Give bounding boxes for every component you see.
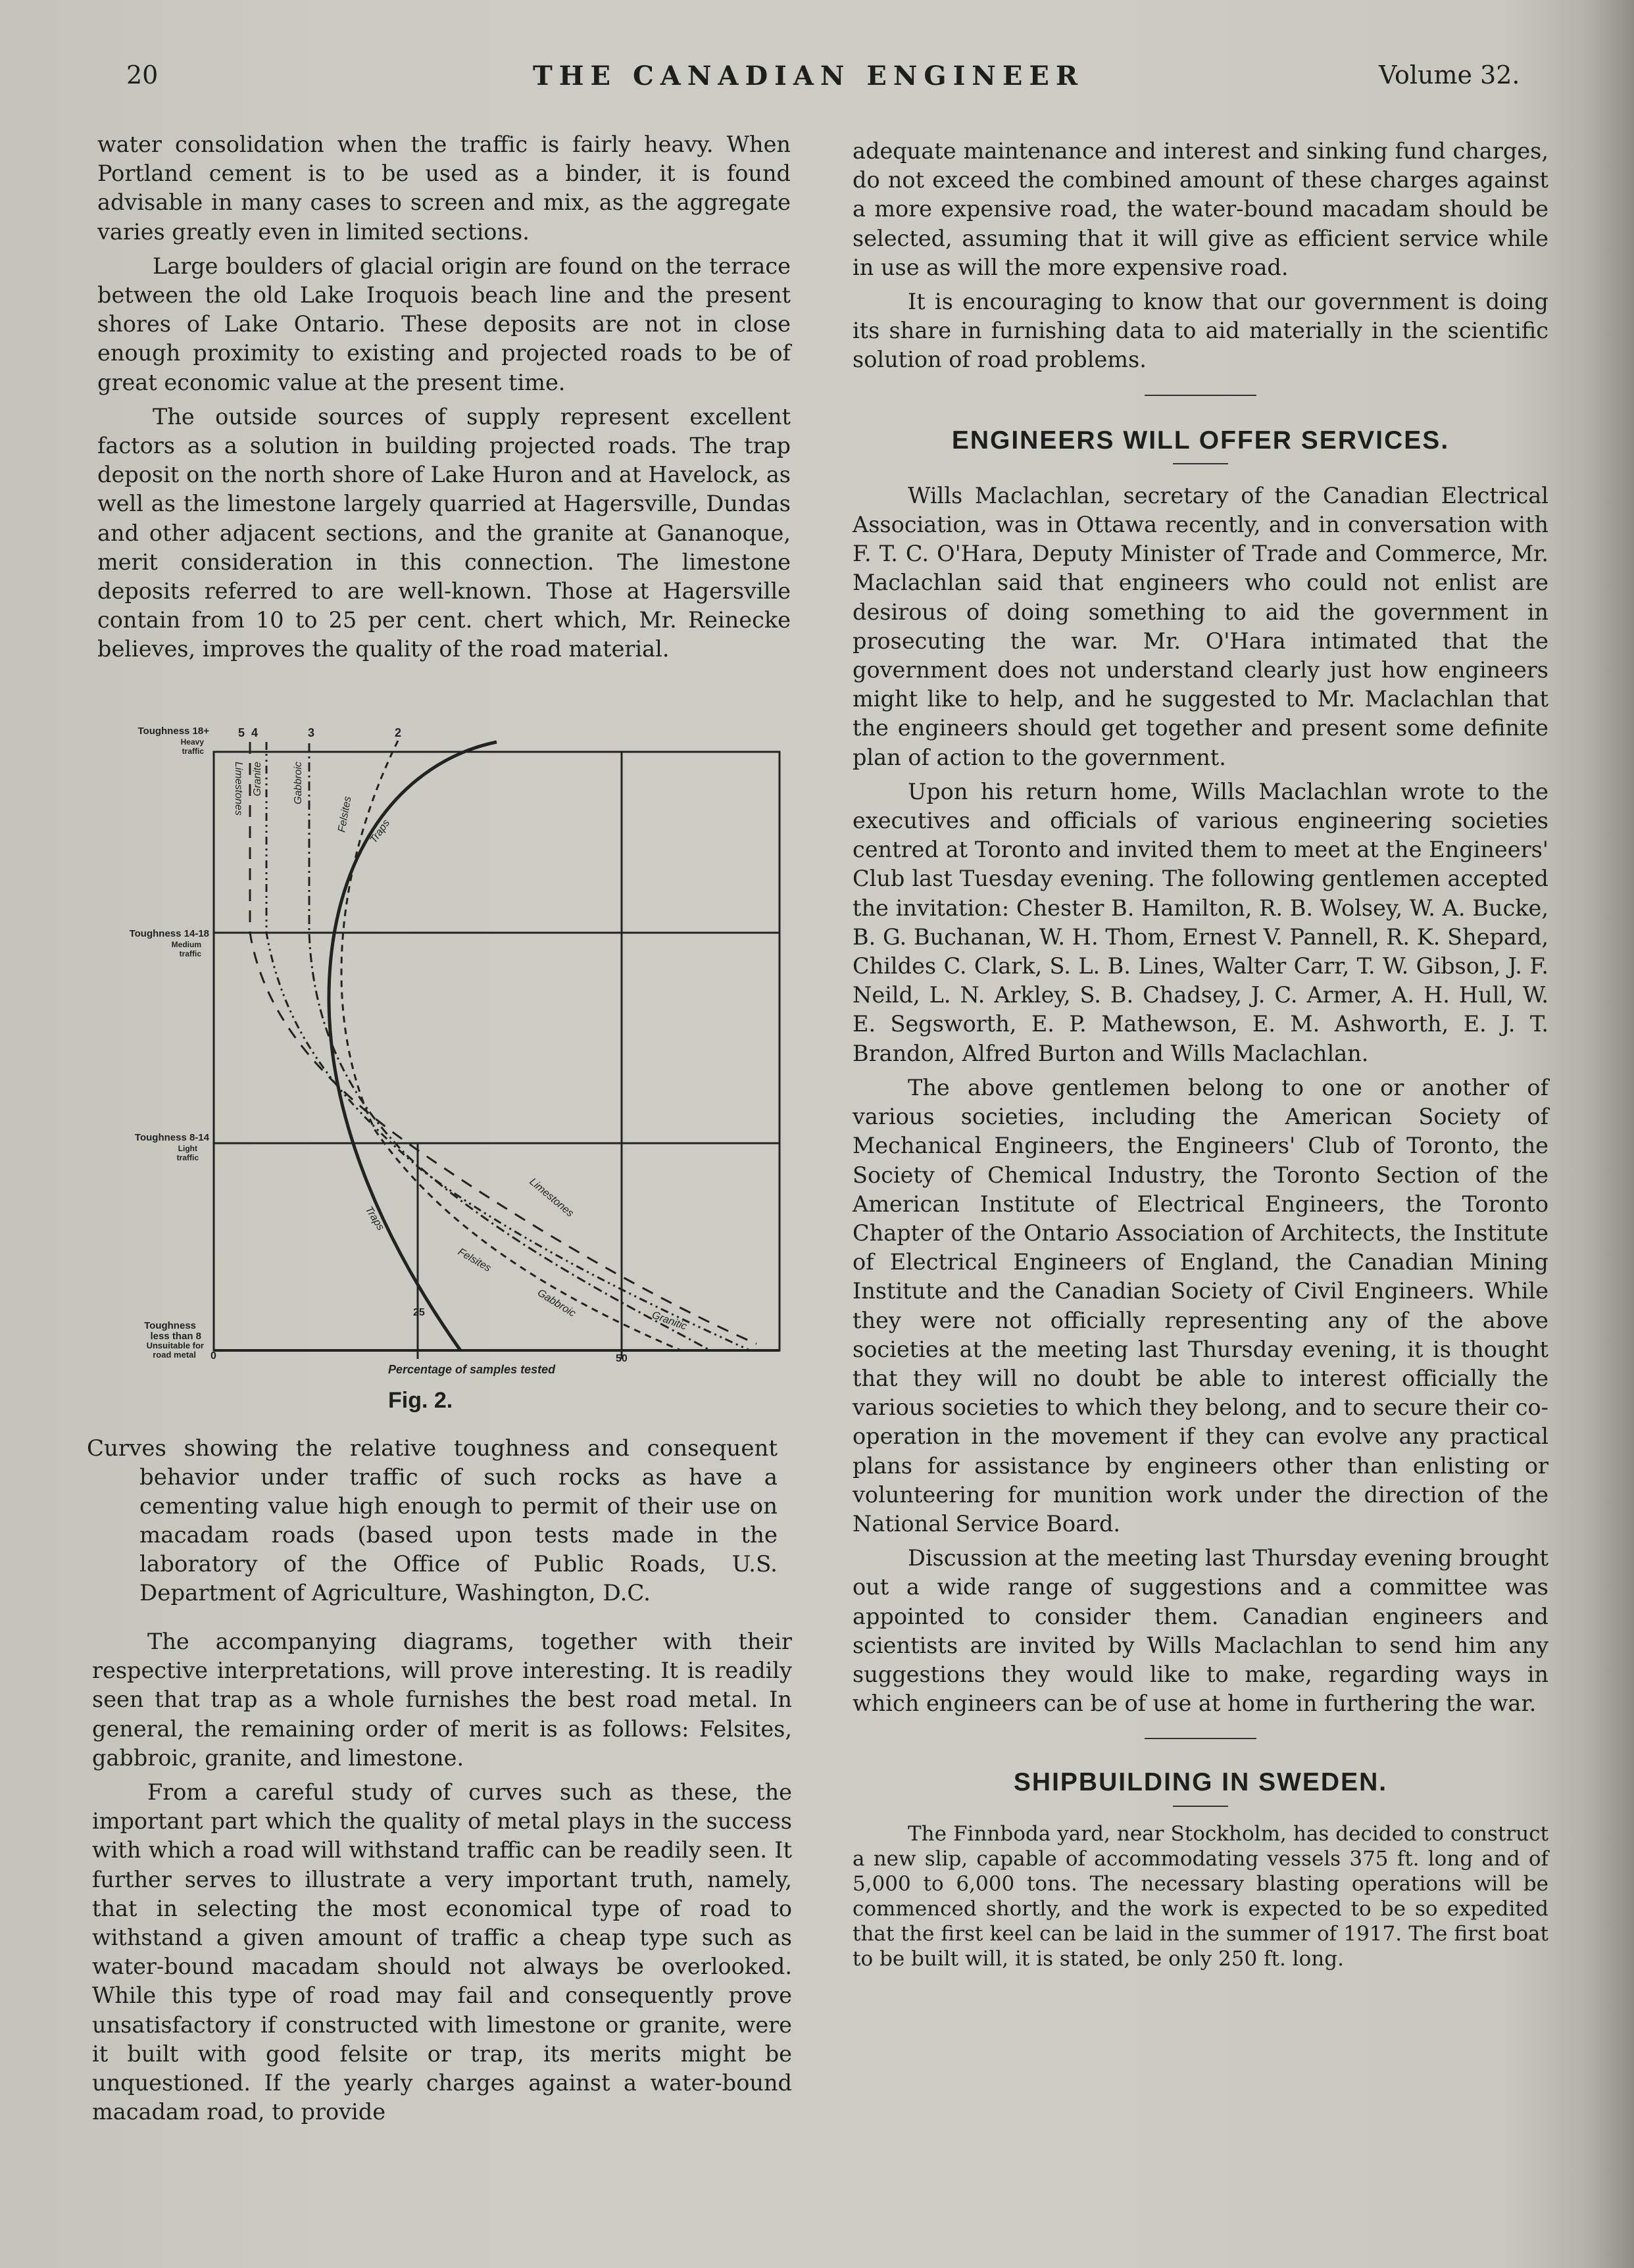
- paragraph: The Finnboda yard, near Stockholm, has decided to construct a new slip, capable of accommodating vessels 375 ft. long and of 5,000 to 6,000 tons. The necessary blasting operations will be commenced shortly, and the work is expected to be so expedited that the first keel can be laid in the summer of 1917. The first boat to be built will, it is stated, be only 250 ft. long.: [853, 1821, 1548, 1971]
- chart-frame: [214, 752, 780, 1350]
- curve-label: Gabbroic: [293, 762, 304, 804]
- y-label: Toughness: [144, 1320, 196, 1331]
- top-number: 4: [251, 726, 259, 739]
- paragraph: It is encouraging to know that our government is doing its share in furnishing data to aid materially in the scientific solution of road problems.: [853, 289, 1548, 373]
- left-column-bottom: [92, 1627, 792, 2132]
- toughness-chart: [92, 722, 803, 1393]
- y-label: Medium: [171, 940, 201, 949]
- top-number: 5: [238, 726, 245, 739]
- y-label: Unsuitable for: [146, 1341, 204, 1350]
- curve-label: Granite: [252, 762, 263, 797]
- left-column-top: [97, 130, 791, 670]
- x-tick-label: 50: [616, 1353, 628, 1364]
- y-label: road metal: [153, 1350, 196, 1360]
- top-number: 2: [395, 726, 402, 739]
- paragraph: From a careful study of curves such as these, the important part which the quality of metal plays in the success with which a road will withstand traffic can be readily seen. It further serves to illustrate a very important truth, namely, that in selecting the most economical type of road to withstand a given amount of traffic a cheap type such as water-bound macadam should not always be overlooked. While this type of road may fail and consequently prove unsatisfactory if constructed with limestone or granite, were it built with good felsite or trap, its merits might be unquestioned. If the yearly charges against a water-bound macadam road, to provide: [92, 1779, 792, 2125]
- y-label: traffic: [176, 1153, 199, 1162]
- top-number: 3: [308, 726, 315, 739]
- figure-caption: Curves showing the relative toughness and consequent behavior under traffic of such rocks as have a cementing value high enough to permit of their use on macadam roads (based upon tests made in the laboratory of the Office of Public Roads, U.S. Department of Agriculture, Washington, D.C.: [87, 1435, 778, 1606]
- x-axis-label: Percentage of samples tested: [388, 1363, 556, 1376]
- y-label: Toughness 18+: [137, 726, 209, 737]
- y-label: traffic: [182, 747, 204, 756]
- section-divider: [1145, 1738, 1256, 1739]
- volume-label: Volume 32.: [1379, 61, 1520, 89]
- curve-label: Traps: [362, 1204, 387, 1233]
- right-column: [853, 137, 1548, 1977]
- paragraph: Discussion at the meeting last Thursday evening brought out a wide range of suggestions and a committee was appointed to consider them. Canadian engineers and scientists are invited by Wills Maclachlan to send him any suggestions they would like to make, regarding ways in which engineers can be of use at home in furthering the war.: [853, 1545, 1548, 1717]
- paragraph: Large boulders of glacial origin are found on the terrace between the old Lake Iroquois beach line and the present shores of Lake Ontario. These deposits are not in close enough proximity to existing and projected roads to be of great economic value at the present time.: [97, 253, 791, 395]
- y-label: Light: [178, 1144, 197, 1153]
- curve-label: Gabbroic: [535, 1287, 578, 1319]
- paragraph: water consolidation when the traffic is fairly heavy. When Portland cement is to be used as a binder, it is found advisable in many cases to screen and mix, as the aggregate varies greatly even in limited sections.: [97, 132, 791, 245]
- granite-curve: [266, 742, 750, 1350]
- page-number: 20: [126, 61, 159, 89]
- x-tick-label: 25: [413, 1307, 425, 1318]
- curve-label: Traps: [368, 818, 393, 846]
- paragraph: The above gentlemen belong to one or another of various societies, including the American Society of Mechanical Engineers, the Engineers' Club of Toronto, the Society of Chemical Industry, the Toronto Section of the American Institute of Electrical Engineers, the Toronto Chapter of the Ontario Association of Architects, the Institute of Electrical Engineers of England, the Canadian Mining Institute and the Canadian Society of Civil Engineers. While they were not officially representing any of the above societies at the meeting last Thursday evening, it is thought that they will no doubt be able to interest officially the various societies to which they belong, and to secure their co-operation in the movement if they can evolve any practical plans for assistance by engineers other than enlisting or volunteering for munition work under the direction of the National Service Board.: [853, 1074, 1548, 1537]
- paragraph: adequate maintenance and interest and sinking fund charges, do not exceed the combined amount of these charges against a more expensive road, the water-bound macadam should be selected, assuming that it will give as efficient service while in use as will the more expensive road.: [853, 138, 1548, 280]
- felsites-curve: [341, 741, 681, 1350]
- y-label: Toughness 8-14: [134, 1132, 209, 1143]
- section-divider: [1145, 395, 1256, 396]
- journal-title: THE CANADIAN ENGINEER: [533, 61, 1085, 91]
- article-heading: ENGINEERS WILL OFFER SERVICES.: [951, 426, 1450, 455]
- paragraph: Upon his return home, Wills Maclachlan wrote to the executives and officials of various engineering societies centred at Toronto and invited them to meet at the Engineers' Club last Tuesday evening. The following gentlemen accepted the invitation: Chester B. Hamilton, R. B. Wolsey, W. A. Bucke, B. G. Buchanan, W. H. Thom, Ernest V. Pannell, R. K. Shepard, Childes C. Clark, S. L. B. Lines, Walter Carr, T. W. Gibson, J. F. Neild, L. N. Arkley, S. B. Chadsey, J. C. Armer, A. H. Hull, W. E. Segsworth, E. P. Mathewson, E. M. Ashworth, E. J. T. Brandon, Alfred Burton and Wills Maclachlan.: [853, 778, 1548, 1066]
- limestones-curve: [250, 742, 756, 1344]
- y-label: traffic: [179, 949, 201, 958]
- y-label: Toughness 14-18: [129, 928, 209, 939]
- paragraph: The accompanying diagrams, together with their respective interpretations, will prove interesting. It is readily seen that trap as a whole furnishes the best road metal. In general, the remaining order of merit is as follows: Felsites, gabbroic, granite, and limestone.: [92, 1629, 792, 1771]
- y-label: Heavy: [180, 737, 204, 747]
- toughness-figure: [92, 722, 803, 1393]
- y-label: less than 8: [150, 1331, 201, 1342]
- x-tick-label: 0: [210, 1350, 216, 1362]
- curve-label: Limestones: [233, 762, 244, 816]
- article-heading: SHIPBUILDING IN SWEDEN.: [1013, 1768, 1388, 1797]
- figure-title: Fig. 2.: [388, 1388, 453, 1413]
- curve-label: Felsites: [336, 795, 354, 833]
- heading-rule: [1173, 463, 1228, 464]
- paragraph: Wills Maclachlan, secretary of the Canadian Electrical Association, was in Ottawa recently, and in conversation with F. T. C. O'Hara, Deputy Minister of Trade and Commerce, Mr. Maclachlan said that engineers who could not enlist are desirous of doing something to aid the government in prosecuting the war. Mr. O'Hara intimated that the government does not understand clearly just how engineers might like to help, and he suggested to Mr. Maclachlan that the engineers should get together and present some definite plan of action to the government.: [853, 482, 1548, 770]
- curve-label: Granitic: [650, 1309, 689, 1333]
- curve-label: Felsites: [456, 1246, 493, 1275]
- curve-label: Limestones: [527, 1176, 576, 1220]
- paragraph: The outside sources of supply represent excellent factors as a solution in building projected roads. The trap deposit on the north shore of Lake Huron and at Havelock, as well as the limestone largely quarried at Hagersville, Dundas and other adjacent sections, and the granite at Gananoque, merit consideration in this connection. The limestone deposits referred to are well-known. Those at Hagersville contain from 10 to 25 per cent. chert which, Mr. Reinecke believes, improves the quality of the road material.: [97, 403, 791, 662]
- heading-rule: [1173, 1806, 1228, 1807]
